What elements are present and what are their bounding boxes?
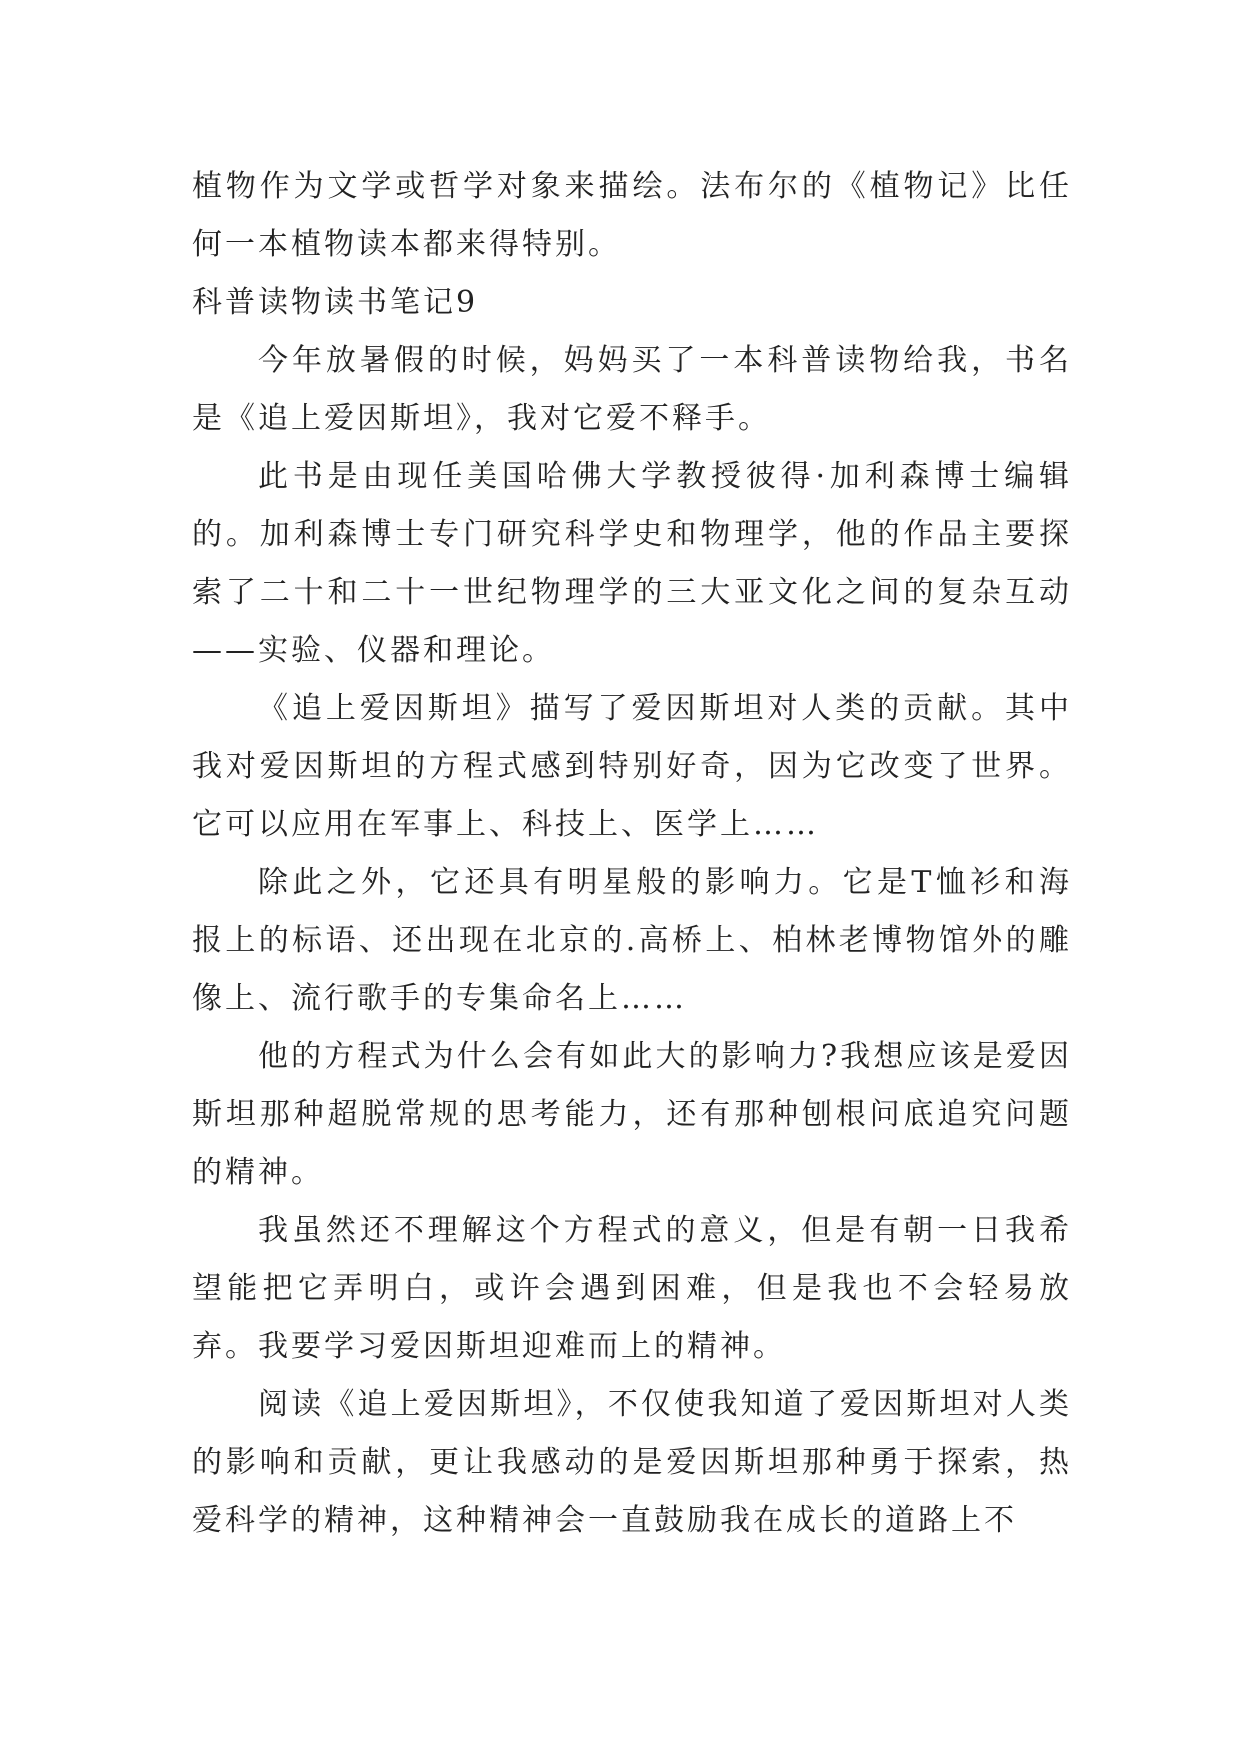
paragraph-continued: 植物作为文学或哲学对象来描绘。法布尔的《植物记》比任何一本植物读本都来得特别。 [192, 169, 1072, 262]
paragraph: 我虽然还不理解这个方程式的意义，但是有朝一日我希望能把它弄明白，或许会遇到困难，但是我也不会轻易放弃。我要学习爱因斯坦迎难而上的精神。 [192, 1213, 1072, 1364]
section-heading: 科普读物读书笔记9 [192, 285, 479, 320]
paragraph: 《追上爱因斯坦》描写了爱因斯坦对人类的贡献。其中我对爱因斯坦的方程式感到特别好奇，因为它改变了世界。它可以应用在军事上、科技上、医学上…… [192, 691, 1072, 842]
paragraph: 今年放暑假的时候，妈妈买了一本科普读物给我，书名是《追上爱因斯坦》，我对它爱不释手。 [192, 343, 1072, 436]
paragraph: 除此之外，它还具有明星般的影响力。它是T恤衫和海报上的标语、还出现在北京的.高桥上、柏林老博物馆外的雕像上、流行歌手的专集命名上…… [192, 865, 1072, 1016]
document-body [192, 158, 1072, 1550]
paragraph: 他的方程式为什么会有如此大的影响力?我想应该是爱因斯坦那种超脱常规的思考能力，还有那种刨根问底追究问题的精神。 [192, 1039, 1072, 1190]
paragraph: 阅读《追上爱因斯坦》，不仅使我知道了爱因斯坦对人类的影响和贡献，更让我感动的是爱因斯坦那种勇于探索，热爱科学的精神，这种精神会一直鼓励我在成长的道路上不 [192, 1387, 1072, 1538]
paragraph: 此书是由现任美国哈佛大学教授彼得·加利森博士编辑的。加利森博士专门研究科学史和物理学，他的作品主要探索了二十和二十一世纪物理学的三大亚文化之间的复杂互动——实验、仪器和理论。 [192, 459, 1072, 668]
